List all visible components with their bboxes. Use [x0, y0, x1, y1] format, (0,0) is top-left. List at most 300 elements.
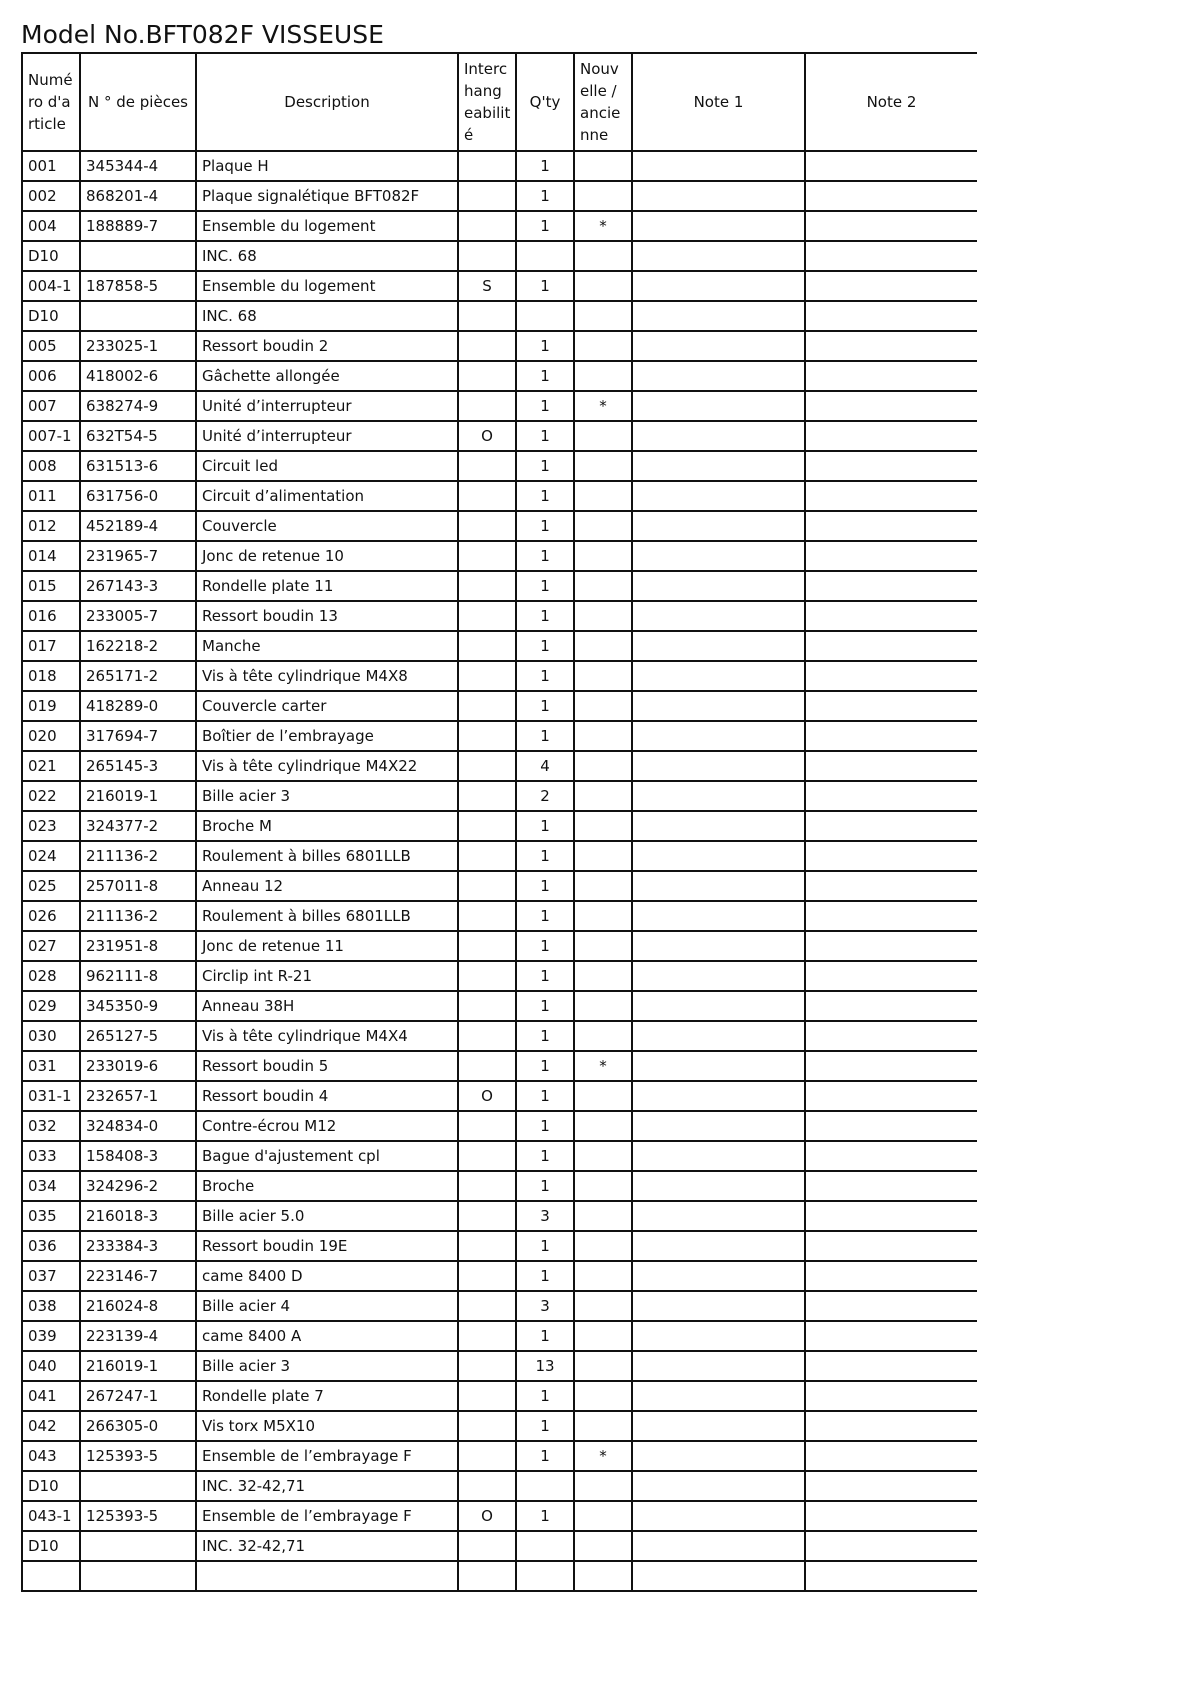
new-old-cell [574, 241, 632, 271]
note-1-cell [632, 271, 805, 301]
new-old-cell [574, 1531, 632, 1561]
table-row [22, 571, 977, 601]
quantity-cell [516, 1531, 574, 1561]
item-number-cell: 006 [22, 361, 80, 391]
note-2-cell [805, 421, 977, 451]
quantity-cell: 1 [516, 1381, 574, 1411]
item-number-cell: 032 [22, 1111, 80, 1141]
new-old-cell [574, 301, 632, 331]
part-number-cell: 216019-1 [80, 781, 196, 811]
quantity-cell: 1 [516, 511, 574, 541]
table-row [22, 481, 977, 511]
interchangeability-cell [458, 1141, 516, 1171]
note-2-cell [805, 1291, 977, 1321]
note-2-cell [805, 1201, 977, 1231]
table-row [22, 1411, 977, 1441]
table-row [22, 691, 977, 721]
new-old-cell [574, 1351, 632, 1381]
quantity-cell: 1 [516, 1021, 574, 1051]
interchangeability-cell [458, 1531, 516, 1561]
description-cell: Circuit led [196, 451, 458, 481]
note-1-cell [632, 931, 805, 961]
new-old-cell: * [574, 1051, 632, 1081]
note-1-cell [632, 1561, 805, 1591]
note-1-cell [632, 811, 805, 841]
interchangeability-cell [458, 691, 516, 721]
description-cell [196, 1561, 458, 1591]
part-number-cell: 317694-7 [80, 721, 196, 751]
new-old-cell [574, 811, 632, 841]
note-2-cell [805, 1231, 977, 1261]
note-1-cell [632, 601, 805, 631]
part-number-cell [80, 241, 196, 271]
item-number-cell: 043-1 [22, 1501, 80, 1531]
part-number-cell: 345350-9 [80, 991, 196, 1021]
table-row [22, 1021, 977, 1051]
new-old-cell [574, 691, 632, 721]
interchangeability-cell [458, 1021, 516, 1051]
quantity-cell: 13 [516, 1351, 574, 1381]
table-row [22, 901, 977, 931]
table-row [22, 211, 977, 241]
note-1-cell [632, 571, 805, 601]
item-number-cell: 041 [22, 1381, 80, 1411]
item-number-cell: 005 [22, 331, 80, 361]
table-row [22, 1261, 977, 1291]
note-2-cell [805, 301, 977, 331]
new-old-cell [574, 1261, 632, 1291]
new-old-cell [574, 1561, 632, 1591]
note-1-cell [632, 331, 805, 361]
part-number-cell: 216019-1 [80, 1351, 196, 1381]
part-number-cell: 216018-3 [80, 1201, 196, 1231]
description-cell: Bille acier 3 [196, 781, 458, 811]
description-cell: Vis à tête cylindrique M4X4 [196, 1021, 458, 1051]
note-2-cell [805, 541, 977, 571]
header-part-number: N ° de pièces [80, 53, 196, 151]
part-number-cell: 211136-2 [80, 841, 196, 871]
part-number-cell: 125393-5 [80, 1441, 196, 1471]
item-number-cell: 033 [22, 1141, 80, 1171]
table-row [22, 1441, 977, 1471]
part-number-cell: 324296-2 [80, 1171, 196, 1201]
item-number-cell: 024 [22, 841, 80, 871]
new-old-cell [574, 1081, 632, 1111]
item-number-cell: 038 [22, 1291, 80, 1321]
description-cell: Broche M [196, 811, 458, 841]
interchangeability-cell [458, 361, 516, 391]
new-old-cell [574, 781, 632, 811]
table-row [22, 1501, 977, 1531]
note-2-cell [805, 781, 977, 811]
note-1-cell [632, 1021, 805, 1051]
part-number-cell: 158408-3 [80, 1141, 196, 1171]
table-row [22, 751, 977, 781]
part-number-cell: 265171-2 [80, 661, 196, 691]
description-cell: Plaque signalétique BFT082F [196, 181, 458, 211]
description-cell: Circlip int R-21 [196, 961, 458, 991]
interchangeability-cell [458, 1381, 516, 1411]
table-row [22, 241, 977, 271]
new-old-cell [574, 871, 632, 901]
interchangeability-cell [458, 331, 516, 361]
description-cell: Couvercle [196, 511, 458, 541]
description-cell: Bille acier 3 [196, 1351, 458, 1381]
part-number-cell: 216024-8 [80, 1291, 196, 1321]
quantity-cell: 1 [516, 721, 574, 751]
part-number-cell: 233384-3 [80, 1231, 196, 1261]
quantity-cell: 1 [516, 1321, 574, 1351]
note-2-cell [805, 361, 977, 391]
part-number-cell: 231965-7 [80, 541, 196, 571]
table-row [22, 181, 977, 211]
note-2-cell [805, 1171, 977, 1201]
interchangeability-cell [458, 991, 516, 1021]
interchangeability-cell [458, 751, 516, 781]
item-number-cell: 007-1 [22, 421, 80, 451]
item-number-cell: 017 [22, 631, 80, 661]
new-old-cell: * [574, 211, 632, 241]
quantity-cell: 1 [516, 1441, 574, 1471]
note-1-cell [632, 691, 805, 721]
table-row [22, 361, 977, 391]
item-number-cell: 020 [22, 721, 80, 751]
part-number-cell: 233005-7 [80, 601, 196, 631]
item-number-cell: 014 [22, 541, 80, 571]
new-old-cell [574, 571, 632, 601]
table-row [22, 1111, 977, 1141]
part-number-cell: 638274-9 [80, 391, 196, 421]
note-1-cell [632, 391, 805, 421]
item-number-cell: 026 [22, 901, 80, 931]
new-old-cell [574, 1321, 632, 1351]
part-number-cell [80, 1471, 196, 1501]
note-1-cell [632, 1231, 805, 1261]
table-row [22, 451, 977, 481]
note-1-cell [632, 361, 805, 391]
interchangeability-cell: O [458, 1501, 516, 1531]
note-1-cell [632, 661, 805, 691]
description-cell: Ensemble de l’embrayage F [196, 1441, 458, 1471]
description-cell: Boîtier de l’embrayage [196, 721, 458, 751]
description-cell: INC. 68 [196, 301, 458, 331]
new-old-cell [574, 1111, 632, 1141]
note-2-cell [805, 811, 977, 841]
part-number-cell: 324834-0 [80, 1111, 196, 1141]
description-cell: Vis à tête cylindrique M4X8 [196, 661, 458, 691]
page-title: Model No.BFT082F VISSEUSE [21, 20, 384, 49]
note-2-cell [805, 931, 977, 961]
interchangeability-cell [458, 511, 516, 541]
part-number-cell: 232657-1 [80, 1081, 196, 1111]
item-number-cell: 034 [22, 1171, 80, 1201]
part-number-cell: 267247-1 [80, 1381, 196, 1411]
table-row [22, 1561, 977, 1591]
item-number-cell: 030 [22, 1021, 80, 1051]
table-row [22, 871, 977, 901]
interchangeability-cell [458, 721, 516, 751]
note-2-cell [805, 991, 977, 1021]
quantity-cell: 1 [516, 1111, 574, 1141]
description-cell: Unité d’interrupteur [196, 421, 458, 451]
interchangeability-cell [458, 931, 516, 961]
note-1-cell [632, 1381, 805, 1411]
item-number-cell: 021 [22, 751, 80, 781]
table-body [22, 151, 977, 1591]
new-old-cell [574, 721, 632, 751]
note-1-cell [632, 151, 805, 181]
table-row [22, 661, 977, 691]
item-number-cell: 036 [22, 1231, 80, 1261]
quantity-cell: 1 [516, 361, 574, 391]
part-number-cell: 868201-4 [80, 181, 196, 211]
description-cell: Jonc de retenue 11 [196, 931, 458, 961]
note-2-cell [805, 481, 977, 511]
note-1-cell [632, 301, 805, 331]
new-old-cell [574, 901, 632, 931]
interchangeability-cell [458, 451, 516, 481]
new-old-cell [574, 1231, 632, 1261]
note-1-cell [632, 181, 805, 211]
table-row [22, 1231, 977, 1261]
part-number-cell: 125393-5 [80, 1501, 196, 1531]
quantity-cell: 1 [516, 181, 574, 211]
quantity-cell: 1 [516, 991, 574, 1021]
note-2-cell [805, 1531, 977, 1561]
new-old-cell [574, 1471, 632, 1501]
quantity-cell: 1 [516, 661, 574, 691]
description-cell: Manche [196, 631, 458, 661]
note-1-cell [632, 721, 805, 751]
quantity-cell: 1 [516, 931, 574, 961]
interchangeability-cell [458, 1201, 516, 1231]
note-1-cell [632, 871, 805, 901]
quantity-cell: 1 [516, 211, 574, 241]
item-number-cell: D10 [22, 301, 80, 331]
note-1-cell [632, 1441, 805, 1471]
note-2-cell [805, 181, 977, 211]
description-cell: INC. 68 [196, 241, 458, 271]
description-cell: Broche [196, 1171, 458, 1201]
item-number-cell: 019 [22, 691, 80, 721]
interchangeability-cell [458, 811, 516, 841]
part-number-cell: 257011-8 [80, 871, 196, 901]
note-2-cell [805, 1321, 977, 1351]
part-number-cell: 223146-7 [80, 1261, 196, 1291]
quantity-cell: 1 [516, 1261, 574, 1291]
description-cell: Anneau 38H [196, 991, 458, 1021]
quantity-cell: 1 [516, 1051, 574, 1081]
note-1-cell [632, 991, 805, 1021]
table-row [22, 931, 977, 961]
interchangeability-cell: O [458, 421, 516, 451]
note-2-cell [805, 661, 977, 691]
table-row [22, 841, 977, 871]
note-1-cell [632, 1051, 805, 1081]
note-2-cell [805, 241, 977, 271]
quantity-cell [516, 301, 574, 331]
note-1-cell [632, 511, 805, 541]
quantity-cell: 1 [516, 1501, 574, 1531]
new-old-cell [574, 421, 632, 451]
table-row [22, 1201, 977, 1231]
part-number-cell [80, 1531, 196, 1561]
item-number-cell: 031 [22, 1051, 80, 1081]
item-number-cell: 035 [22, 1201, 80, 1231]
table-row [22, 301, 977, 331]
header-note-2: Note 2 [805, 53, 977, 151]
part-number-cell: 265145-3 [80, 751, 196, 781]
table-row [22, 721, 977, 751]
item-number-cell: 004 [22, 211, 80, 241]
table-row [22, 1051, 977, 1081]
item-number-cell: 037 [22, 1261, 80, 1291]
item-number-cell: 016 [22, 601, 80, 631]
quantity-cell [516, 1561, 574, 1591]
note-1-cell [632, 1531, 805, 1561]
interchangeability-cell: S [458, 271, 516, 301]
item-number-cell: 007 [22, 391, 80, 421]
new-old-cell [574, 961, 632, 991]
table-row [22, 811, 977, 841]
table-row [22, 421, 977, 451]
interchangeability-cell [458, 1231, 516, 1261]
note-1-cell [632, 781, 805, 811]
part-number-cell: 162218-2 [80, 631, 196, 661]
quantity-cell: 1 [516, 601, 574, 631]
description-cell: Bague d'ajustement cpl [196, 1141, 458, 1171]
new-old-cell [574, 151, 632, 181]
note-1-cell [632, 1501, 805, 1531]
new-old-cell [574, 931, 632, 961]
quantity-cell: 1 [516, 871, 574, 901]
interchangeability-cell [458, 871, 516, 901]
part-number-cell: 233025-1 [80, 331, 196, 361]
new-old-cell [574, 1381, 632, 1411]
description-cell: Gâchette allongée [196, 361, 458, 391]
note-1-cell [632, 1261, 805, 1291]
description-cell: came 8400 D [196, 1261, 458, 1291]
interchangeability-cell [458, 1171, 516, 1201]
table-row [22, 271, 977, 301]
header-item-number: Numé ro d'a rticle [22, 53, 80, 151]
quantity-cell: 3 [516, 1201, 574, 1231]
note-1-cell [632, 1291, 805, 1321]
table-row [22, 1141, 977, 1171]
table-row [22, 991, 977, 1021]
interchangeability-cell [458, 181, 516, 211]
header-note-1: Note 1 [632, 53, 805, 151]
note-1-cell [632, 241, 805, 271]
part-number-cell: 418002-6 [80, 361, 196, 391]
part-number-cell: 231951-8 [80, 931, 196, 961]
part-number-cell: 211136-2 [80, 901, 196, 931]
part-number-cell: 631756-0 [80, 481, 196, 511]
interchangeability-cell [458, 151, 516, 181]
interchangeability-cell [458, 241, 516, 271]
new-old-cell [574, 1171, 632, 1201]
note-1-cell [632, 961, 805, 991]
interchangeability-cell [458, 1471, 516, 1501]
part-number-cell [80, 1561, 196, 1591]
interchangeability-cell [458, 1111, 516, 1141]
quantity-cell: 1 [516, 811, 574, 841]
description-cell: Couvercle carter [196, 691, 458, 721]
table-row [22, 1471, 977, 1501]
description-cell: Roulement à billes 6801LLB [196, 841, 458, 871]
item-number-cell: 040 [22, 1351, 80, 1381]
note-1-cell [632, 421, 805, 451]
quantity-cell: 1 [516, 691, 574, 721]
note-2-cell [805, 961, 977, 991]
table-row [22, 1351, 977, 1381]
note-2-cell [805, 1411, 977, 1441]
new-old-cell [574, 1021, 632, 1051]
table-row [22, 1531, 977, 1561]
table-row [22, 1171, 977, 1201]
quantity-cell: 1 [516, 421, 574, 451]
quantity-cell: 1 [516, 1081, 574, 1111]
new-old-cell [574, 1411, 632, 1441]
description-cell: Ensemble du logement [196, 271, 458, 301]
note-1-cell [632, 1081, 805, 1111]
interchangeability-cell [458, 1411, 516, 1441]
interchangeability-cell [458, 1321, 516, 1351]
table-row [22, 151, 977, 181]
description-cell: Ressort boudin 19E [196, 1231, 458, 1261]
quantity-cell: 1 [516, 571, 574, 601]
table-row [22, 511, 977, 541]
header-new-old: Nouv elle / ancie nne [574, 53, 632, 151]
description-cell: Anneau 12 [196, 871, 458, 901]
item-number-cell: 027 [22, 931, 80, 961]
item-number-cell: 011 [22, 481, 80, 511]
note-1-cell [632, 451, 805, 481]
note-1-cell [632, 1201, 805, 1231]
interchangeability-cell [458, 841, 516, 871]
note-1-cell [632, 1171, 805, 1201]
new-old-cell [574, 271, 632, 301]
table-row [22, 601, 977, 631]
interchangeability-cell [458, 1561, 516, 1591]
new-old-cell [574, 361, 632, 391]
description-cell: came 8400 A [196, 1321, 458, 1351]
note-2-cell [805, 1081, 977, 1111]
interchangeability-cell [458, 1441, 516, 1471]
quantity-cell: 1 [516, 271, 574, 301]
part-number-cell: 265127-5 [80, 1021, 196, 1051]
new-old-cell [574, 1141, 632, 1171]
description-cell: Vis torx M5X10 [196, 1411, 458, 1441]
interchangeability-cell [458, 781, 516, 811]
interchangeability-cell [458, 571, 516, 601]
interchangeability-cell [458, 211, 516, 241]
header-interchangeability: Interc hang eabilit é [458, 53, 516, 151]
item-number-cell: 018 [22, 661, 80, 691]
item-number-cell: 022 [22, 781, 80, 811]
description-cell: Bille acier 4 [196, 1291, 458, 1321]
table-row [22, 631, 977, 661]
quantity-cell: 1 [516, 1411, 574, 1441]
quantity-cell: 1 [516, 541, 574, 571]
new-old-cell: * [574, 1441, 632, 1471]
note-2-cell [805, 391, 977, 421]
item-number-cell: 025 [22, 871, 80, 901]
new-old-cell [574, 631, 632, 661]
item-number-cell: D10 [22, 1471, 80, 1501]
part-number-cell: 345344-4 [80, 151, 196, 181]
interchangeability-cell [458, 601, 516, 631]
